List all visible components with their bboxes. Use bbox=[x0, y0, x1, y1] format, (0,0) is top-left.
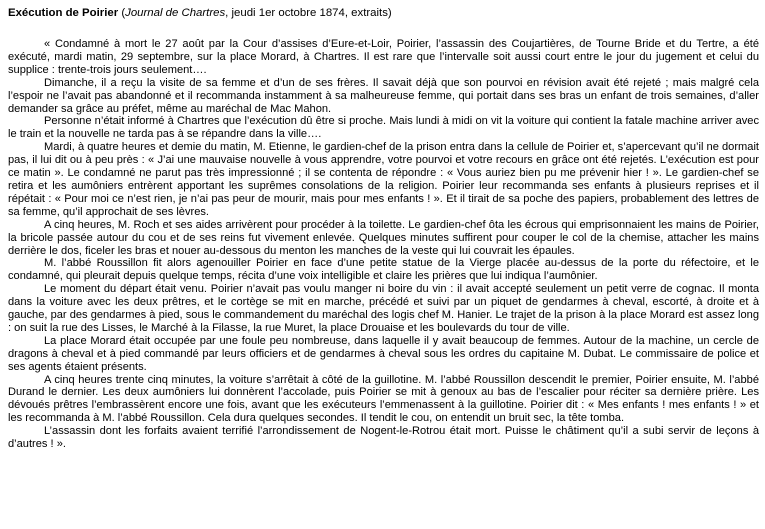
paragraph-2: Dimanche, il a reçu la visite de sa femme et d’un de ses frères. Il savait déjà que son pourvoi en révision avait été rejeté ; mais malgré cela l’espoir ne l’avait pas abandonné et il recommanda instamment à sa malheureuse femme, qui portait dans ses bras un enfant de trois semaines, d’aller demander sa grâce au préfet, même au maréchal de Mac Mahon. bbox=[8, 76, 759, 115]
article-title: Exécution de Poirier bbox=[8, 7, 119, 19]
paragraph-1: « Condamné à mort le 27 août par la Cour d’assises d’Eure-et-Loir, Poirier, l’assassin des Coujartières, de Tourne Bride et du Tertre, a été exécuté, mardi matin, 29 septembre, sur la place Morard, à Chartres. Il est rare que l’intervalle soit aussi court entre le jour du jugement et celui du supplice : trente-trois jours seulement…. bbox=[8, 38, 759, 76]
paragraph-3: Personne n’était informé à Chartres que l’exécution dû être si proche. Mais lundi à midi on vit la voiture qui contient la fatale machine arriver avec le train et la nouvelle ne tarda pas à se répandre dans la ville…. bbox=[8, 115, 759, 141]
paragraph-8: La place Morard était occupée par une foule peu nombreuse, dans laquelle il y avait beaucoup de femmes. Autour de la machine, un cercle de dragons à cheval et à pied commandé par leurs officiers et de gendarmes à cheval sous les ordres du capitaine M. Dubat. Le commissaire de police et ses agents étaient présents. bbox=[8, 334, 759, 373]
paragraph-7: Le moment du départ était venu. Poirier n’avait pas voulu manger ni boire du vin : il avait accepté seulement un petit verre de cognac. Il monta dans la voiture avec les deux prêtres, et le cortège se mit en marche, précédé et suivi par un piquet de gendarmes à cheval, escorté, à droite et à gauche, par des gendarmes à pied, sous le commandement du maréchal des logis chef M. Hanier. Le trajet de la prison à la place Morard est assez long : on suit la rue des Lisses, le Marché à la Filasse, la rue Muret, la place Drouaise et les boulevards du tour de ville. bbox=[8, 283, 759, 334]
paragraph-9: A cinq heures trente cinq minutes, la voiture s’arrêtait à côté de la guillotine. M. l’abbé Roussillon descendit le premier, Poirier ensuite, M. l’abbé Durand le dernier. Les deux aumôniers lui donnèrent l’accolade, puis Poirier se mit à genoux au bas de l’escalier pour réciter sa dernière prière. Les dévoués prêtres l’embrassèrent encore une fois, avant que les exécuteurs l’emmenassent à la guillotine. Poirier dit : « Mes enfants ! mes enfants ! » et les recommanda à M. l’abbé Roussillon. Cela dura quelques secondes. Il tendit le cou, on entendit un bruit sec, la tête tomba. bbox=[8, 373, 759, 425]
document-heading bbox=[8, 6, 759, 20]
paragraph-4: Mardi, à quatre heures et demie du matin, M. Etienne, le gardien-chef de la prison entra dans la cellule de Poirier et, s’apercevant qu’il ne dormait pas, il lui dit ou à peu près : « J’ai une mauvaise nouvelle à vous apprendre, votre pourvoi et votre recours en grâce ont été rejetés. L’exécution est pour ce matin ». Le condamné ne parut pas très impressionné ; il se contenta de répondre : « Vous auriez bien pu me prévenir hier ! ». Le gardien-chef se retira et les aumôniers entrèrent apportant les suprêmes consolations de la religion. Poirier leur recommanda ses enfants à plusieurs reprises et il répétait : « Pour moi ce n’est rien, je n’ai pas peur de mourir, mais pour mes enfants ! ». Et il tirait de sa poche des papiers, probablement des lettres de sa femme, qu’il approchait de ses lèvres. bbox=[8, 141, 759, 218]
journal-name: Journal de Chartres bbox=[125, 7, 226, 19]
publication-details: , jeudi 1er octobre 1874, extraits) bbox=[225, 7, 392, 19]
paragraph-10: L’assassin dont les forfaits avaient terrifié l’arrondissement de Nogent-le-Rotrou était mort. Puisse le châtiment qu’il a subi servir de leçons à d’autres ! ». bbox=[8, 425, 759, 451]
heading-open-paren: ( bbox=[118, 7, 126, 19]
paragraph-6: M. l’abbé Roussillon fit alors agenouiller Poirier en face d’une petite statue de la Vierge placée au-dessus de la porte du réfectoire, et le condamné, qui pleurait depuis quelque temps, récita d’une voix intelligible et claire les prières que lui indiqua l’aumônier. bbox=[8, 257, 759, 283]
article-body bbox=[8, 38, 759, 451]
paragraph-5: A cinq heures, M. Roch et ses aides arrivèrent pour procéder à la toilette. Le gardien-chef ôta les écrous qui emprisonnaient les mains de Poirier, la bricole passée autour du cou et de ses reins fut vivement enlevée. Quelques minutes suffirent pour couper le col de la chemise, attacher les mains derrière le dos, ficeler les bras et nouer au-dessous du menton les manches de la veste qui lui couvrait les épaules. bbox=[8, 218, 759, 257]
